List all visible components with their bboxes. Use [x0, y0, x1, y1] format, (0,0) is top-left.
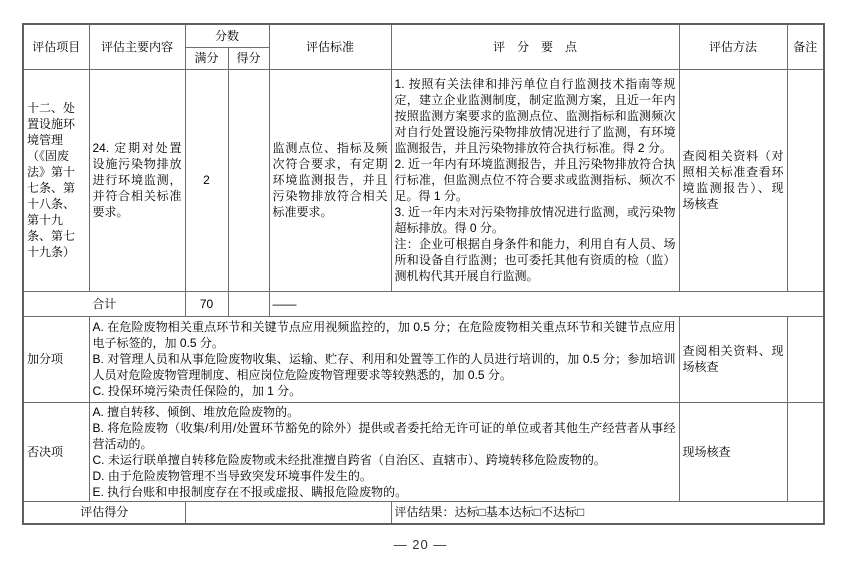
total-score-got	[228, 291, 269, 316]
cell-content: 24. 定期对处置设施污染物排放进行环境监测，并符合相关标准要求。	[89, 69, 185, 291]
evaluation-table	[22, 23, 825, 525]
header-cell-project: 评估项目	[23, 24, 89, 69]
veto-item-d: D. 由于危险废物管理不当导致突发环境事件发生的。	[92, 468, 372, 483]
veto-items-cell	[89, 402, 679, 501]
bonus-row	[23, 316, 824, 402]
page-number: — 20 —	[393, 537, 448, 552]
veto-note	[787, 402, 824, 501]
header-cell-content: 评估主要内容	[89, 24, 185, 69]
points-item-2: 2. 近一年内有环境监测报告，并且污染物排放符合执行标准，但监测点位不符合要求或监测指标、频次不足。得 1 分。	[394, 157, 676, 203]
veto-item-a: A. 擅自转移、倾倒、堆放危险废物的。	[92, 404, 300, 419]
cell-score-got	[228, 69, 269, 291]
veto-row	[23, 402, 824, 501]
total-label: 合计	[23, 291, 185, 316]
bonus-item-b: B. 对管理人员和从事危险废物收集、运输、贮存、利用和处置等工作的人员进行培训的，加 0.5 分；参加培训人员对危险废物管理制度、相应岗位危险废物管理要求等较熟悉的，加 0.5 分。	[92, 352, 676, 382]
bonus-label: 加分项	[23, 316, 89, 402]
bonus-note	[787, 316, 824, 402]
veto-label: 否决项	[23, 402, 89, 501]
cell-standard: 监测点位、指标及频次符合要求，有定期环境监测报告，并且污染物排放符合相关标准要求。	[269, 69, 391, 291]
header-cell-score-full: 满分	[185, 47, 228, 69]
points-item-1: 1. 按照有关法律和排污单位自行监测技术指南等规定，建立企业监测制度，制定监测方案，且近一年内按照监测方案要求的监测点位、监测指标和监测频次对自行处置设施污染物排放情况进行了监测，有环境监测报告，并且污染物排放符合执行标准。得 2 分。	[394, 77, 676, 155]
header-cell-score: 分数	[185, 24, 269, 47]
bonus-items-cell	[89, 316, 679, 402]
header-row-1	[23, 24, 824, 47]
header-cell-score-got: 得分	[228, 47, 269, 69]
veto-item-c: C. 未运行联单擅自转移危险废物或未经批准擅自跨省（自治区、直辖市）、跨境转移危险废物的。	[92, 452, 606, 467]
bonus-item-c: C. 投保环境污染责任保险的，加 1 分。	[92, 384, 302, 398]
header-cell-method: 评估方法	[679, 24, 787, 69]
total-score-full: 70	[185, 291, 228, 316]
header-cell-note: 备注	[787, 24, 824, 69]
cell-project: 十二、处置设施环境管理（《固废法》第十七条、第十八条、第十九条、第七十九条）	[23, 69, 89, 291]
header-cell-standard: 评估标准	[269, 24, 391, 69]
points-item-3: 3. 近一年内未对污染物排放情况进行监测，或污染物超标排放。得 0 分。	[394, 205, 676, 235]
total-row	[23, 291, 824, 316]
veto-item-e: E. 执行台账和申报制度存在不报或虚报、瞒报危险废物的。	[92, 484, 408, 499]
cell-score-full: 2	[185, 69, 228, 291]
bonus-item-a: A. 在危险废物相关重点环节和关键节点应用视频监控的，加 0.5 分；在危险废物相关重点环节和关键节点应用电子标签的，加 0.5 分。	[92, 320, 676, 350]
bonus-method: 查阅相关资料、现场核查	[679, 316, 787, 402]
header-cell-points: 评 分 要 点	[391, 24, 679, 69]
cell-note	[787, 69, 824, 291]
result-label: 评估得分	[23, 501, 185, 524]
total-dash: ——	[269, 291, 824, 316]
result-options: 评估结果：达标□基本达标□不达标□	[391, 501, 824, 524]
cell-method: 查阅相关资料（对照相关标准查看环境监测报告）、现场核查	[679, 69, 787, 291]
cell-points	[391, 69, 679, 291]
points-note: 注：企业可根据自身条件和能力，利用自有人员、场所和设备自行监测；也可委托其他有资质的检（监）测机构代其开展自行监测。	[394, 237, 676, 283]
veto-item-b: B. 将危险废物（收集/利用/处置环节豁免的除外）提供或者委托给无许可证的单位或者其他生产经营者从事经营活动的。	[92, 420, 676, 451]
result-row	[23, 501, 824, 524]
main-row	[23, 69, 824, 291]
result-score-cell	[185, 501, 391, 524]
veto-method: 现场核查	[679, 402, 787, 501]
